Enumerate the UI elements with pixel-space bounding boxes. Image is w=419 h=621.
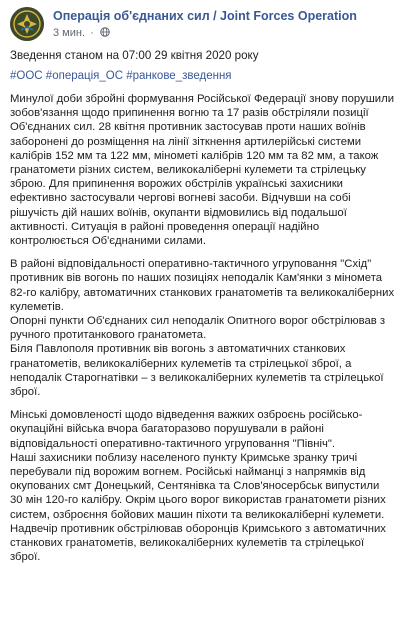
paragraph-line: ручного протитанкового гранатомета.	[10, 329, 207, 342]
paragraph-line: гранатомети різних систем, великокаліберні кулемети та стрілецьку	[10, 164, 366, 177]
paragraph-line: калібрів 152 мм та 122 мм, мінометі калібрів 120 мм та 82 мм, а також	[10, 149, 379, 162]
paragraph-line: активності. Ситуація в районі проведення операції надійно	[10, 220, 320, 233]
paragraph-line: перебували під ворожим вогнем. Російські найманці з напрямків від	[10, 466, 366, 479]
paragraph-line: Мінські домовленості щодо відведення важких озброєнь російсько-	[10, 409, 363, 422]
paragraph-line: відповідальності оперативно-тактичного угруповання "Північ".	[10, 437, 336, 450]
paragraph-line: окупованих смт Донецький, Сентянівка та Слов'яносербськ випустили	[10, 480, 380, 493]
post-header	[10, 7, 410, 43]
page-avatar[interactable]	[10, 7, 44, 41]
paragraph-line: Минулої доби збройні формування Російської Федерації знову порушили	[10, 93, 395, 105]
paragraph-line: 30 мін 120-го калібру. Окрім цього ворог використав гранатомети різних	[10, 494, 386, 507]
paragraph-east	[10, 257, 411, 399]
paragraph-summary	[10, 92, 411, 248]
globe-icon[interactable]	[100, 27, 110, 37]
page-name-link[interactable]: Операція об'єднаних сил / Joint Forces Operation	[53, 9, 357, 23]
paragraph-line: ефективно застосували чергові вогневі засоби. Відчувши на собі	[10, 192, 351, 205]
paragraph-line: В районі відповідальності оперативно-тактичного угруповання "Схід"	[10, 258, 372, 271]
paragraph-line: контролюється Об'єднаними силами.	[10, 235, 206, 248]
paragraph-line: зброї.	[10, 386, 41, 399]
hashtag-oos[interactable]: #ООС	[10, 69, 43, 82]
meta-separator: ·	[90, 27, 94, 39]
post-timestamp[interactable]: 3 мин.	[53, 27, 86, 39]
paragraph-line: 82-го калібру, автоматичних станкових гранатометів та великокаліберних	[10, 286, 395, 299]
paragraph-line: кулеметів.	[10, 300, 64, 313]
paragraph-line: неподалік Старогнатівки – з великокаліберних кулеметів та стрілецької	[10, 371, 384, 384]
hashtag-rankove-zvedennia[interactable]: #ранкове_зведення	[126, 69, 232, 82]
paragraph-line: Надвечір противник обстрілював оборонців Кримського з автоматичних	[10, 522, 386, 535]
jfo-emblem-icon	[10, 7, 44, 41]
paragraph-line: окупаційні війська вчора багаторазово порушували в районі	[10, 423, 324, 436]
paragraph-line: гранатометів, великокаліберних кулеметів та стрілецької зброї, а	[10, 357, 352, 370]
paragraph-line: станкових гранатометів, великокаліберних кулеметів та стрілецької	[10, 537, 365, 550]
hashtag-operatsiia-os[interactable]: #операція_ОС	[45, 69, 124, 82]
hashtag-row	[10, 69, 411, 84]
paragraph-line: Опорні пункти Об'єднаних сил неподалік Опитного ворог обстрілював з	[10, 315, 386, 328]
paragraph-line: рішучість дій наших воїнів, окупанти відмовились від подальшої	[10, 206, 347, 219]
paragraph-line: зобов'язання щодо припинення вогню та 17 разів обстріляли позиції	[10, 107, 369, 120]
post-meta	[53, 27, 110, 39]
paragraph-line: зброю. Для припинення ворожих обстрілів українські захисники	[10, 178, 343, 191]
paragraph-line: зброї.	[10, 551, 41, 564]
paragraph-line: заборонені до розміщення на лінії зіткнення артилерійські системи	[10, 135, 362, 148]
post-headline: Зведення станом на 07:00 29 квітня 2020 року	[10, 49, 259, 62]
paragraph-line: противник вів вогонь по наших позиціях неподалік Кам'янки з міномета	[10, 272, 383, 285]
paragraph-north	[10, 408, 411, 564]
paragraph-line: Наші захисники поблизу населеного пункту Кримське зранку тричі	[10, 451, 358, 464]
paragraph-line: систем, озброєння бойових машин піхоти та великокаліберні кулемети.	[10, 508, 385, 521]
paragraph-line: Біля Павлополя противник вів вогонь з автоматичних станкових	[10, 343, 346, 356]
post-body	[10, 49, 411, 565]
paragraph-line: Об'єднаних сил. 28 квітня противник застосував проти наших воїнів	[10, 121, 366, 134]
